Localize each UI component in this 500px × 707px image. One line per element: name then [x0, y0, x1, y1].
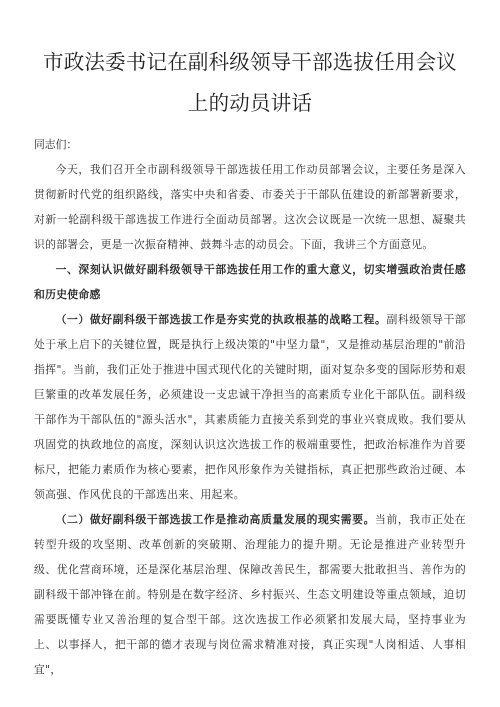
point-lead-2: （二）做好副科级干部选拔工作是推动高质量发展的现实需要。 [55, 513, 376, 526]
document-title: 市政法委书记在副科级领导干部选拔任用会议上的动员讲话 [43, 50, 457, 115]
point-paragraph-1 [34, 307, 466, 507]
point-lead-1: （一）做好副科级干部选拔工作是夯实党的执政根基的战略工程。 [55, 313, 387, 326]
intro-paragraph: 今天，我们召开全市副科级领导干部选拔任用工作动员部署会议，主要任务是深入贯彻新时代党的组织路线，落实中央和省委、市委关于干部队伍建设的新部署新要求，对新一轮副科级干部选拔工作进行全面动员部署。这次会议既是一次统一思想、凝聚共识的部署会，更是一次振奋精神、鼓舞斗志的动员会。下面，我讲三个方面意见。 [34, 163, 466, 251]
point-body-2: 当前，我市正处在转型升级的攻坚期、改革创新的突破期、治理能力的提升期。无论是推进产业转型升级、优化营商环境，还是深化基层治理、保障改善民生，都需要大批敢担当、善作为的副科级干部冲锋在前。特别是在数字经济、乡村振兴、生态文明建设等重点领域，迫切需要既懂专业又善治理的复合型干部。这次选拔工作必须紧扣发展大局，坚持事业为上、以事择人，把干部的德才表现与岗位需求精准对接，真正实现"人岗相适、人事相宜"， [34, 513, 466, 676]
point-paragraph-2 [34, 507, 466, 682]
salutation: 同志们： [34, 138, 78, 151]
point-body-1: 副科级领导干部处于承上启下的关键位置，既是执行上级决策的"中坚力量"，又是推动基层治理的"前沿指挥"。当前，我们正处于推进中国式现代化的关键时期，面对复杂多变的国际形势和艰巨繁重的改革发展任务，必须建设一支忠诚干净担当的高素质专业化干部队伍。副科级干部作为干部队伍的"源头活水"，其素质能力直接关系到党的事业兴衰成败。我们要从巩固党的执政地位的高度，深刻认识这次选拔工作的极端重要性，把政治标准作为首要标尺，把能力素质作为核心要素，把作风形象作为关键指标，真正把那些政治过硬、本领高强、作风优良的干部选出来、用起来。 [34, 313, 466, 501]
section-heading-1: 一、深刻认识做好副科级领导干部选拔任用工作的重大意义，切实增强政治责任感和历史使命感 [34, 263, 466, 301]
